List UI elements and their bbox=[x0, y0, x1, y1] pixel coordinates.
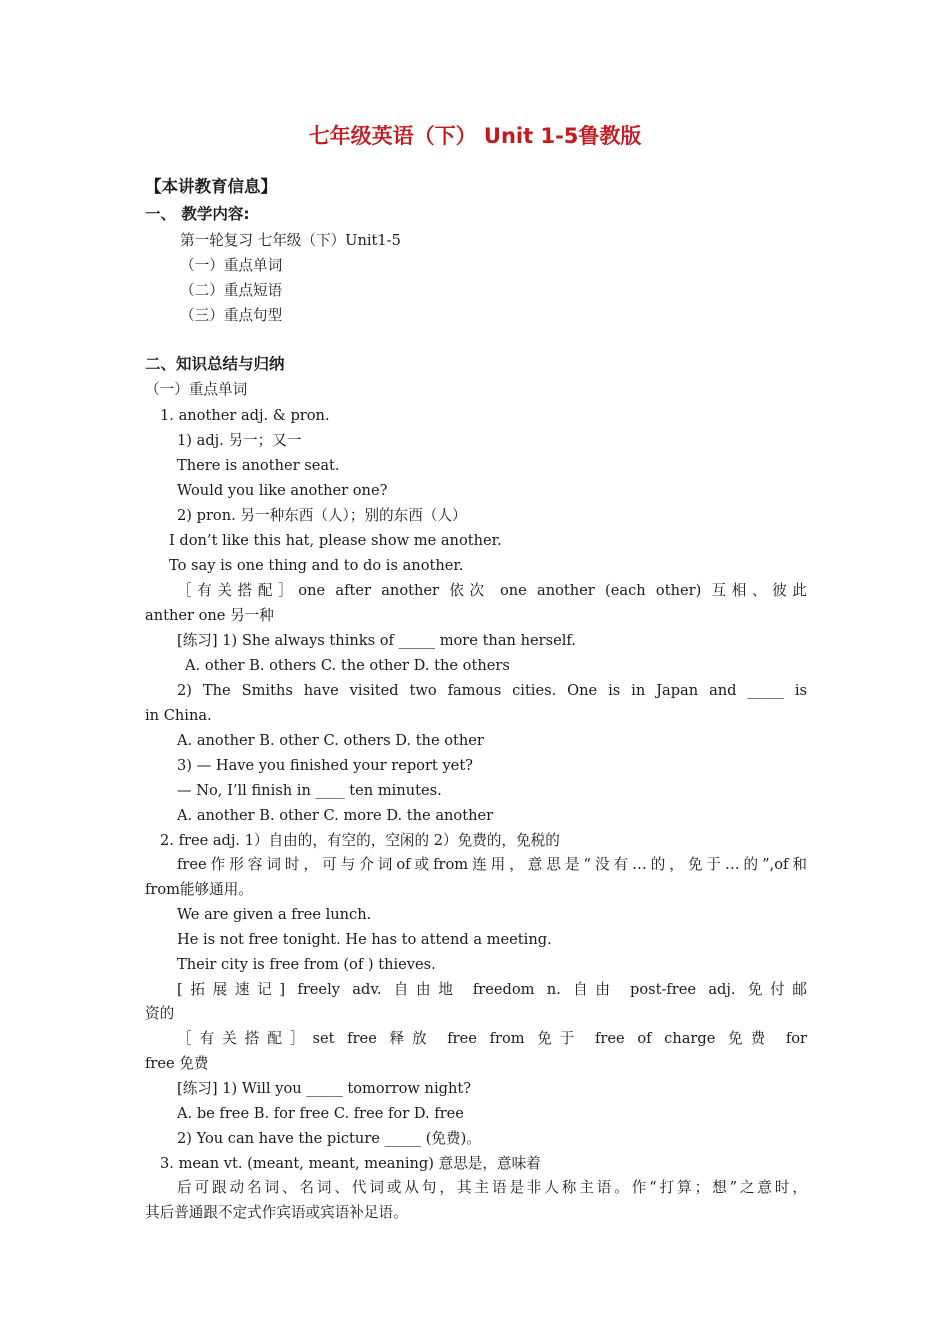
text-line: free作形容词时，可与介词of或from连用，意思是“没有…的，免于…的”,of和 bbox=[177, 856, 807, 873]
text-line: ［有关搭配］set free 释放 free from 免于 free of charge 免费 for bbox=[177, 1030, 807, 1047]
text-line: （三）重点句型 bbox=[180, 307, 283, 324]
text-line: Would you like another one? bbox=[177, 482, 388, 499]
text-line: 后可跟动名词、名词、代词或从句，其主语是非人称主语。作“打算；想”之意时， bbox=[177, 1179, 807, 1196]
text-line: in China. bbox=[145, 707, 212, 724]
text-line: 1. another adj. & pron. bbox=[160, 407, 330, 424]
text-line: A. be free B. for free C. free for D. free bbox=[177, 1105, 464, 1122]
text-line: （一）重点单词 bbox=[180, 257, 283, 274]
text-line: 资的 bbox=[145, 1005, 175, 1022]
text-line: Their city is free from (of ) thieves. bbox=[177, 956, 436, 973]
text-line: 1) adj. 另一；又一 bbox=[177, 432, 302, 449]
text-line: 其后普通跟不定式作宾语或宾语补足语。 bbox=[145, 1204, 408, 1221]
text-line: [练习] 1) Will you _____ tomorrow night? bbox=[177, 1080, 472, 1097]
text-line: （二）重点短语 bbox=[180, 282, 283, 299]
document-title: 七年级英语（下） Unit 1-5鲁教版 bbox=[308, 124, 642, 148]
text-line: 2) You can have the picture _____ (免费)。 bbox=[177, 1130, 481, 1147]
text-line: 2) The Smiths have visited two famous cities. One is in Japan and _____ is bbox=[177, 682, 807, 699]
text-line: 3) — Have you finished your report yet? bbox=[177, 757, 474, 774]
text-line: To say is one thing and to do is another. bbox=[169, 557, 464, 574]
text-line: There is another seat. bbox=[177, 457, 340, 474]
text-line: [拓展速记] freely adv. 自由地 freedom n. 自由 post-free adj. 免付邮 bbox=[177, 981, 807, 998]
text-line: anther one 另一种 bbox=[145, 607, 274, 624]
section-header-content: 一、 教学内容: bbox=[145, 205, 250, 223]
text-line: 第一轮复习 七年级（下）Unit1-5 bbox=[180, 232, 401, 249]
text-line: （一）重点单词 bbox=[145, 381, 248, 398]
text-line: A. other B. others C. the other D. the others bbox=[185, 657, 510, 674]
text-line: 2. free adj. 1）自由的，有空的，空闲的 2）免费的，免税的 bbox=[160, 832, 560, 849]
text-line: We are given a free lunch. bbox=[177, 906, 372, 923]
text-line: A. another B. other C. more D. the another bbox=[177, 807, 494, 824]
text-line: from能够通用。 bbox=[145, 881, 253, 898]
text-line: 2) pron. 另一种东西（人）；别的东西（人） bbox=[177, 507, 467, 524]
text-line: ［有关搭配］one after another 依次 one another (each other) 互相、彼此 bbox=[177, 582, 807, 599]
text-line: I don’t like this hat, please show me another. bbox=[169, 532, 502, 549]
text-line: [练习] 1) She always thinks of _____ more than herself. bbox=[177, 632, 576, 649]
text-line: free 免费 bbox=[145, 1055, 209, 1072]
section-header-summary: 二、知识总结与归纳 bbox=[145, 355, 285, 373]
section-header-info: 【本讲教育信息】 bbox=[145, 177, 277, 196]
text-line: 3. mean vt. (meant, meant, meaning) 意思是，意味着 bbox=[160, 1155, 541, 1172]
text-line: — No, I’ll finish in ____ ten minutes. bbox=[177, 782, 442, 799]
text-line: He is not free tonight. He has to attend a meeting. bbox=[177, 931, 552, 948]
text-line: A. another B. other C. others D. the other bbox=[177, 732, 484, 749]
